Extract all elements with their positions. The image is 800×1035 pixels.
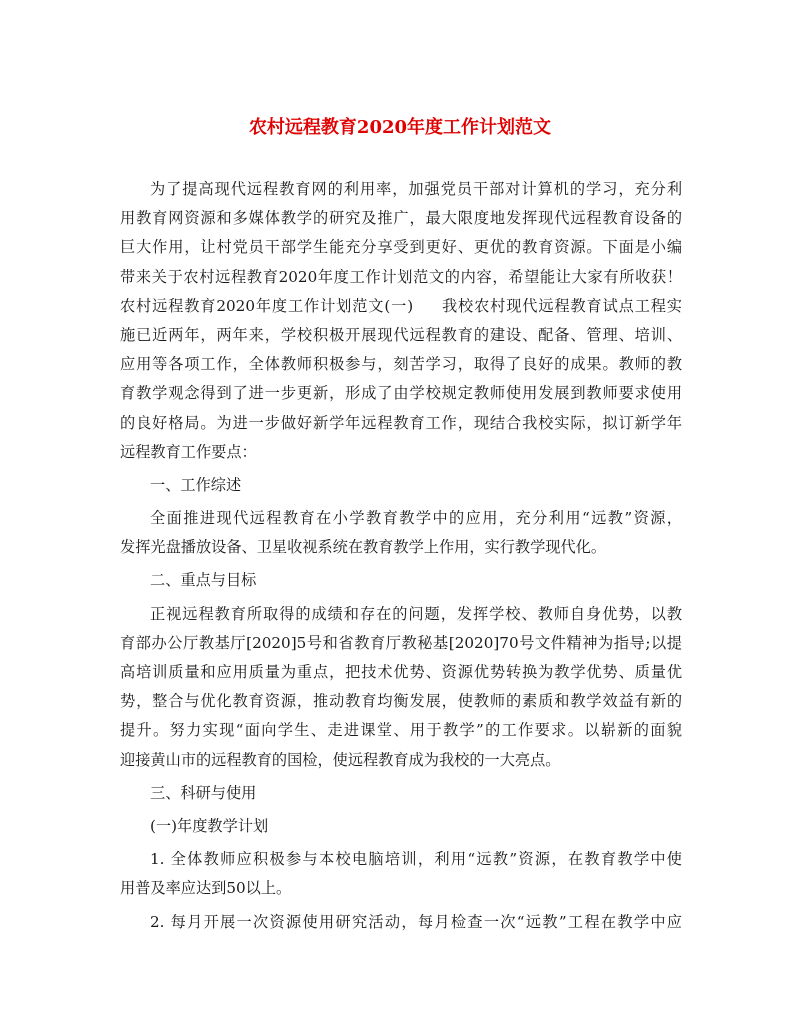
section2-line-2: 育部办公厅教基厅[2020]5号和省教育厅教秘基[2020]70号文件精神为指导;以提 [120, 633, 682, 652]
section-heading-overview: 一、工作综述 [150, 475, 242, 494]
intro-line-6: 施已近两年，两年来，学校积极开展现代远程教育的建设、配备、管理、培训、 [120, 325, 682, 344]
section2-line-4: 势，整合与优化教育资源，推动教育均衡发展，使教师的素质和教学效益有新的 [120, 692, 682, 711]
intro-line-8: 育教学观念得到了进一步更新，形成了由学校规定教师使用发展到教师要求使用 [120, 384, 682, 403]
plan-heading-one: 农村远程教育2020年度工作计划范文(一) [120, 296, 414, 315]
item1-line-1: 1. 全体教师应积极参与本校电脑培训，利用“远教”资源，在教育教学中使 [150, 850, 682, 869]
intro-line-5-text: 我校农村现代远程教育试点工程实 [441, 296, 682, 315]
section2-line-5: 提升。努力实现“面向学生、走进课堂、用于教学”的工作要求。以崭新的面貌 [120, 721, 682, 740]
intro-line-9: 的良好格局。为进一步做好新学年远程教育工作，现结合我校实际，拟订新学年 [120, 413, 682, 432]
item2-line-1: 2. 每月开展一次资源使用研究活动，每月检查一次“远教”工程在教学中应 [150, 912, 682, 931]
section2-line-1: 正视远程教育所取得的成绩和存在的问题，发挥学校、教师自身优势，以教 [150, 604, 682, 623]
section2-line-3: 高培训质量和应用质量为重点，把技术优势、资源优势转换为教学优势、质量优 [120, 663, 682, 681]
item1-line-2: 用普及率应达到50以上。 [120, 879, 292, 898]
intro-line-1: 为了提高现代远程教育网的利用率，加强党员干部对计算机的学习，充分利 [150, 180, 682, 198]
section2-line-6: 迎接黄山市的远程教育的国检，使远程教育成为我校的一大亮点。 [120, 750, 561, 769]
intro-line-2: 用教育网资源和多媒体教学的研究及推广，最大限度地发挥现代远程教育设备的 [120, 209, 682, 228]
document-title: 农村远程教育2020年度工作计划范文 [248, 117, 552, 138]
section1-line-1: 全面推进现代远程教育在小学教育教学中的应用，充分利用“远教”资源， [150, 509, 682, 528]
intro-line-4: 带来关于农村远程教育2020年度工作计划范文的内容，希望能让大家有所收获！ [120, 267, 682, 286]
intro-line-7: 应用等各项工作，全体教师积极参与，刻苦学习，取得了良好的成果。教师的教 [120, 355, 682, 374]
intro-line-10: 远程教育工作要点： [120, 442, 257, 461]
document-body [120, 175, 682, 937]
subsection-heading-annual-plan: (一)年度教学计划 [150, 816, 269, 835]
section-heading-research: 三、科研与使用 [150, 783, 257, 802]
intro-line-3: 巨大作用，让村党员干部学生能充分享受到更好、更优的教育资源。下面是小编 [120, 238, 682, 257]
section-heading-goals: 二、重点与目标 [150, 571, 257, 590]
intro-line-5 [120, 292, 682, 321]
section1-line-2: 发挥光盘播放设备、卫星收视系统在教育教学上作用，实行教学现代化。 [120, 538, 606, 557]
